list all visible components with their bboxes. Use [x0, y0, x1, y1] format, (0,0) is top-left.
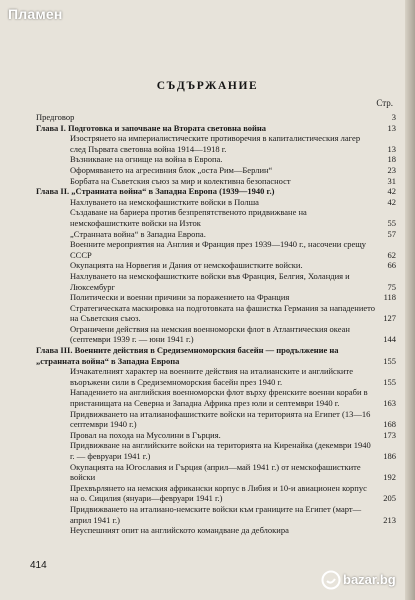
toc-entry-page: 23: [387, 164, 396, 175]
corner-logo: [321, 568, 407, 596]
toc-entry-page: 13: [387, 122, 396, 133]
toc-entry-page: 173: [383, 429, 396, 440]
toc-entry: [36, 482, 396, 504]
toc-entry-page: 62: [387, 249, 396, 260]
toc-entry: [36, 408, 396, 430]
toc-entry-page: 66: [387, 260, 396, 271]
toc-entry-title: Възникване на огнище на война в Европа.: [70, 154, 223, 165]
toc-chapter-entry: [36, 345, 396, 366]
toc-entry-title: Борбата на Съветския съюз за мир и колективна безопасност: [70, 175, 291, 186]
toc-entry-page: 163: [383, 398, 396, 409]
toc-entry: [36, 133, 396, 154]
logo-mark-icon: [321, 570, 341, 590]
toc-entry-title: Изчакателният характер на военните действия на италианските и английските въоръжени сили в Средиземноморския басейн през 1940 г.: [70, 366, 353, 387]
logo-text: bazar.bg: [343, 572, 396, 587]
toc-chapter-entry: [36, 122, 396, 134]
toc-entry-title: Окупацията на Норвегия и Дания от немскофашистките войски.: [70, 260, 303, 271]
page-heading: СЪДЪРЖАНИЕ: [156, 80, 259, 92]
toc-entry: [36, 440, 396, 461]
toc-entry: [36, 429, 396, 441]
toc-entry-title: Глава II. „Странната война“ в Западна Европа (1939—1940 г.): [36, 186, 275, 197]
toc-entry: [36, 366, 396, 387]
toc-entry-title: Провал на похода на Мусолини в Гърция.: [70, 429, 221, 440]
toc-entry: [36, 196, 396, 208]
toc-entry-page: 118: [383, 292, 396, 303]
page-number: 414: [30, 560, 47, 571]
toc-entry-page: 31: [387, 175, 396, 186]
toc-entry-title: Глава III. Военните действия в Средиземноморския басейн — продължение на „странната война“ в Западна Европа: [36, 345, 339, 366]
toc-chapter-entry: [36, 186, 396, 197]
toc-entry-page: 57: [387, 228, 396, 239]
toc-entry-title: Придвижване на английските войски на територията на Киренайка (декември 1940 г. — февруари 1941 г.): [70, 440, 371, 461]
toc-entry-page: 75: [387, 281, 396, 292]
toc-entry: [36, 260, 396, 271]
toc-entry-title: Оформяването на агресивния блок „оста Рим—Берлин“: [70, 164, 273, 175]
toc-entry-page: 192: [383, 472, 396, 483]
toc-entry-page: 3: [391, 112, 396, 122]
toc-entry-title: Нахлуването на немскофашистките войски във Франция, Белгия, Холандия и Люксембург: [70, 270, 350, 292]
toc-entry-title: Нападението на английския военноморски флот върху френските военни кораби в пристанищата на Северна и Западна Африка през юли и септември 1940 г.: [70, 387, 368, 409]
toc-entry-page: 18: [387, 154, 396, 165]
watermark-text: Пламен: [8, 6, 63, 22]
toc-entry-page: 186: [383, 451, 396, 461]
toc-entry-page: 155: [383, 355, 396, 366]
toc-entry: [36, 292, 396, 303]
toc-entry: [36, 154, 396, 165]
toc-entry: [36, 270, 396, 292]
toc-entry-title: Военните мероприятия на Англия и Франция през 1939—1940 г., насочени срещу СССР: [70, 239, 367, 260]
toc-entry-page: 55: [387, 217, 396, 228]
toc-entry-title: „Странната война“ в Западна Европа.: [70, 228, 206, 239]
toc-entry-page: 13: [387, 143, 396, 154]
table-of-contents: [36, 112, 396, 536]
toc-entry: [36, 503, 396, 525]
toc-entry: [36, 525, 392, 536]
toc-entry-page: 144: [383, 334, 396, 345]
toc-entry-title: Изострянето на империалистическите противоречия в капиталистическия лагер след Първата световна война 1914—1918 г.: [70, 133, 361, 154]
toc-entry-page: 127: [383, 313, 396, 324]
toc-entry-title: Нахлуването на немскофашистките войски в Полша: [70, 196, 259, 207]
toc-entry: [36, 164, 396, 176]
toc-entry: [36, 323, 396, 345]
toc-entry-title: Създаване на бариера против безпрепятственото придвижване на немскофашистките войски на Изток: [70, 207, 307, 228]
toc-entry: [36, 112, 396, 123]
toc-entry-page: 213: [383, 514, 396, 525]
toc-entry: [36, 302, 396, 324]
toc-entry-title: Придвижването на италиано-немските войски към границите на Египет (март—април 1941 г.): [70, 503, 362, 525]
toc-entry: [36, 461, 396, 483]
toc-entry-page: 42: [387, 196, 396, 207]
toc-entry: [36, 387, 396, 409]
toc-entry-title: Стратегическата маскировка на подготовката на фашистка Германия за нападението на Съветския съюз.: [70, 302, 376, 324]
toc-entry: [36, 175, 396, 187]
toc-entry-title: Ограничени действия на немския военноморски флот в Атлантическия океан (септември 1939 г. — юни 1941 г.): [70, 323, 350, 345]
toc-entry-title: Окупацията на Югославия и Гърция (април—май 1941 г.) от немскофашистките войски: [70, 461, 361, 483]
toc-entry: [36, 228, 396, 240]
toc-entry-page: 155: [383, 376, 396, 387]
toc-entry-page: 42: [387, 186, 396, 197]
toc-entry-page: 168: [383, 419, 396, 430]
toc-entry-title: Предговор: [36, 112, 75, 122]
toc-entry: [36, 207, 396, 228]
toc-entry-page: 205: [383, 493, 396, 504]
page-column-label: Стр.: [376, 98, 393, 108]
toc-entry-title: Неуспешният опит на английското командване да деблокира: [70, 525, 289, 536]
toc-entry-title: Придвижването на италианофашистките войски на територията на Египет (13—16 септември 1940 г.): [70, 408, 371, 430]
toc-entry-title: Политически и военни причини за поражението на Франция: [70, 292, 290, 303]
toc-entry-title: Глава I. Подготовка и започване на Втората световна война: [36, 122, 267, 133]
toc-entry: [36, 239, 396, 260]
toc-entry-title: Прехвърлянето на немския африкански корпус в Либия и 10-и авиационен корпус на о. Сицилия (януари—февруари 1941 г.): [70, 482, 367, 504]
